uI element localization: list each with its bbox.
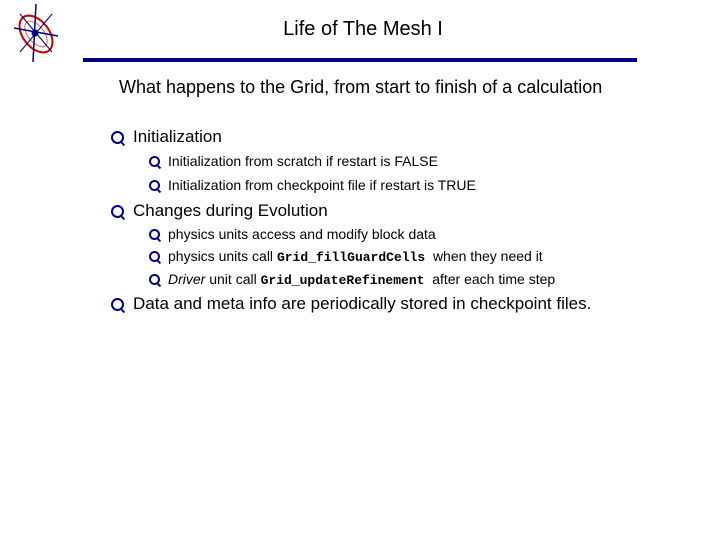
sub-bullet-text: [168, 271, 555, 288]
bullet-storage: [111, 294, 591, 314]
sub-bullet-text: [168, 248, 543, 265]
slide-subtitle: What happens to the Grid, from start to finish of a calculation: [119, 77, 603, 97]
hollow-square-bullet-icon: [149, 180, 160, 191]
sub-bullet: [149, 177, 476, 193]
text-italic: Driver: [168, 271, 206, 287]
bullet-label: Changes during Evolution: [133, 201, 328, 220]
bullet-evolution: [111, 201, 328, 221]
hollow-square-bullet-icon: [149, 156, 160, 167]
code-fillguardcells: Grid_fillGuardCells: [276, 250, 426, 265]
hollow-square-bullet-icon: [149, 229, 160, 240]
text-prefix: unit call: [205, 271, 261, 287]
code-updaterefinement: Grid_updateRefinement: [260, 273, 425, 288]
hollow-square-bullet-icon: [111, 298, 124, 311]
hollow-square-bullet-icon: [149, 274, 160, 285]
slide-title: Life of The Mesh I: [283, 18, 443, 40]
bullet-label: Initialization: [133, 127, 222, 146]
sub-bullet: [149, 271, 555, 288]
bullet-initialization: [111, 127, 222, 147]
text-prefix: physics units call: [168, 248, 277, 264]
sub-bullet-text: physics units access and modify block data: [168, 226, 436, 242]
hollow-square-bullet-icon: [149, 251, 160, 262]
text-suffix: after each time step: [424, 271, 556, 287]
hollow-square-bullet-icon: [111, 131, 124, 144]
title-divider: [83, 58, 637, 62]
bullet-label: Data and meta info are periodically stored in checkpoint files.: [133, 294, 592, 313]
hollow-square-bullet-icon: [111, 205, 124, 218]
sub-bullet: [149, 153, 438, 169]
sub-bullet-text: Initialization from checkpoint file if restart is TRUE: [168, 177, 476, 193]
sub-bullet: [149, 226, 436, 242]
sub-bullet: [149, 248, 543, 265]
sub-bullet-text: Initialization from scratch if restart is FALSE: [168, 153, 438, 169]
text-suffix: when they need it: [425, 248, 543, 264]
